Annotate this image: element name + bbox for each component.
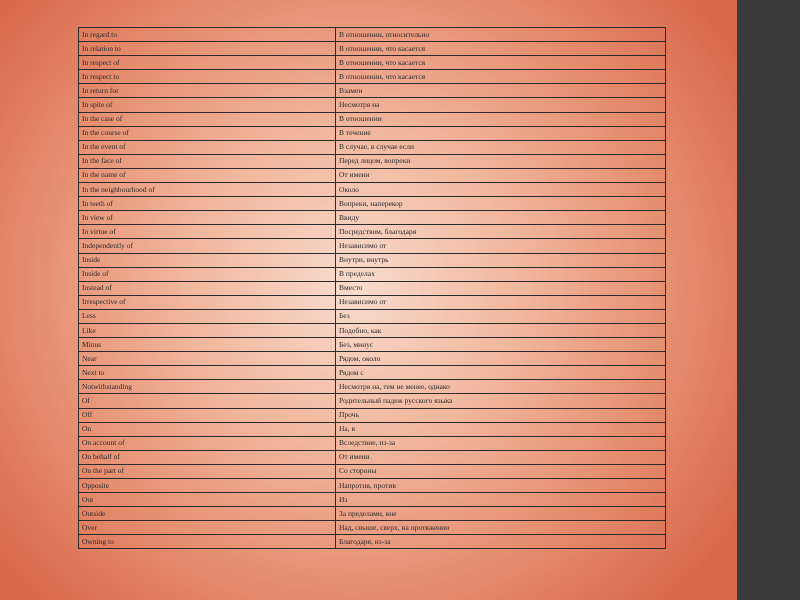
- russian-translation-cell: Несмотря на, тем не менее, однако: [336, 380, 666, 394]
- english-preposition-cell: Outside: [79, 507, 336, 521]
- russian-translation-cell: Напротив, против: [336, 479, 666, 493]
- table-row: [79, 535, 666, 549]
- russian-translation-cell: Без, минус: [336, 338, 666, 352]
- table-row: [79, 239, 666, 253]
- russian-translation-cell: В течение: [336, 126, 666, 140]
- russian-translation-cell: Прочь: [336, 408, 666, 422]
- english-preposition-cell: In regard to: [79, 28, 336, 42]
- russian-translation-cell: Над, свыше, сверх, на протяжении: [336, 521, 666, 535]
- table-row: [79, 197, 666, 211]
- russian-translation-cell: На, в: [336, 422, 666, 436]
- russian-translation-cell: Родительный падеж русского языка: [336, 394, 666, 408]
- russian-translation-cell: Рядом с: [336, 366, 666, 380]
- russian-translation-cell: Независимо от: [336, 239, 666, 253]
- table-row: [79, 366, 666, 380]
- english-preposition-cell: Near: [79, 352, 336, 366]
- table-row: [79, 28, 666, 42]
- english-preposition-cell: Notwithstanding: [79, 380, 336, 394]
- english-preposition-cell: Out: [79, 493, 336, 507]
- table-row: [79, 450, 666, 464]
- russian-translation-cell: В отношении: [336, 112, 666, 126]
- russian-translation-cell: В отношении, что касается: [336, 70, 666, 84]
- table-row: [79, 98, 666, 112]
- english-preposition-cell: In relation to: [79, 42, 336, 56]
- table-row: [79, 408, 666, 422]
- english-preposition-cell: In spite of: [79, 98, 336, 112]
- table-row: [79, 183, 666, 197]
- english-preposition-cell: In the course of: [79, 126, 336, 140]
- english-preposition-cell: Inside: [79, 253, 336, 267]
- english-preposition-cell: In the face of: [79, 154, 336, 168]
- english-preposition-cell: In respect to: [79, 70, 336, 84]
- table-row: [79, 309, 666, 323]
- russian-translation-cell: Перед лицом, вопреки: [336, 154, 666, 168]
- table-body: [79, 28, 666, 549]
- english-preposition-cell: Minus: [79, 338, 336, 352]
- table-row: [79, 422, 666, 436]
- russian-translation-cell: Взамен: [336, 84, 666, 98]
- table-row: [79, 323, 666, 337]
- russian-translation-cell: Подобно, как: [336, 323, 666, 337]
- english-preposition-cell: On behalf of: [79, 450, 336, 464]
- russian-translation-cell: От имени: [336, 450, 666, 464]
- table-row: [79, 112, 666, 126]
- russian-translation-cell: Со стороны: [336, 464, 666, 478]
- english-preposition-cell: On account of: [79, 436, 336, 450]
- table-row: [79, 168, 666, 182]
- english-preposition-cell: Off: [79, 408, 336, 422]
- table-row: [79, 521, 666, 535]
- english-preposition-cell: Next to: [79, 366, 336, 380]
- table-row: [79, 281, 666, 295]
- table-row: [79, 225, 666, 239]
- english-preposition-cell: Less: [79, 309, 336, 323]
- english-preposition-cell: In return for: [79, 84, 336, 98]
- table-row: [79, 42, 666, 56]
- english-preposition-cell: Opposite: [79, 479, 336, 493]
- table-row: [79, 380, 666, 394]
- english-preposition-cell: Of: [79, 394, 336, 408]
- english-preposition-cell: In the event of: [79, 140, 336, 154]
- russian-translation-cell: За пределами, вне: [336, 507, 666, 521]
- english-preposition-cell: Inside of: [79, 267, 336, 281]
- table-row: [79, 394, 666, 408]
- table-row: [79, 126, 666, 140]
- english-preposition-cell: In teeth of: [79, 197, 336, 211]
- table-row: [79, 464, 666, 478]
- english-preposition-cell: On: [79, 422, 336, 436]
- english-preposition-cell: Irrespective of: [79, 295, 336, 309]
- russian-translation-cell: Рядом, около: [336, 352, 666, 366]
- table-row: [79, 70, 666, 84]
- english-preposition-cell: In view of: [79, 211, 336, 225]
- english-preposition-cell: In virtue of: [79, 225, 336, 239]
- table-row: [79, 507, 666, 521]
- table-row: [79, 253, 666, 267]
- russian-translation-cell: Около: [336, 183, 666, 197]
- english-preposition-cell: Instead of: [79, 281, 336, 295]
- english-preposition-cell: On the part of: [79, 464, 336, 478]
- russian-translation-cell: Благодаря, из-за: [336, 535, 666, 549]
- english-preposition-cell: In the case of: [79, 112, 336, 126]
- russian-translation-cell: Вопреки, наперекор: [336, 197, 666, 211]
- prepositions-table: [78, 27, 666, 549]
- table-row: [79, 479, 666, 493]
- english-preposition-cell: Owning to: [79, 535, 336, 549]
- russian-translation-cell: Несмотря на: [336, 98, 666, 112]
- english-preposition-cell: In the neighbourhood of: [79, 183, 336, 197]
- table-row: [79, 295, 666, 309]
- russian-translation-cell: Внутри, внутрь: [336, 253, 666, 267]
- table-row: [79, 211, 666, 225]
- table-row: [79, 436, 666, 450]
- english-preposition-cell: In respect of: [79, 56, 336, 70]
- table-row: [79, 84, 666, 98]
- english-preposition-cell: Independently of: [79, 239, 336, 253]
- table-row: [79, 140, 666, 154]
- russian-translation-cell: От имени: [336, 168, 666, 182]
- russian-translation-cell: В отношении, относительно: [336, 28, 666, 42]
- table-row: [79, 338, 666, 352]
- russian-translation-cell: В случае, в случае если: [336, 140, 666, 154]
- russian-translation-cell: Вследствие, из-за: [336, 436, 666, 450]
- table-row: [79, 493, 666, 507]
- russian-translation-cell: Из: [336, 493, 666, 507]
- table-row: [79, 56, 666, 70]
- russian-translation-cell: Вместо: [336, 281, 666, 295]
- russian-translation-cell: В отношении, что касается: [336, 42, 666, 56]
- side-panel: [737, 0, 800, 600]
- russian-translation-cell: Без: [336, 309, 666, 323]
- table-row: [79, 154, 666, 168]
- russian-translation-cell: Ввиду: [336, 211, 666, 225]
- russian-translation-cell: Независимо от: [336, 295, 666, 309]
- table-row: [79, 267, 666, 281]
- english-preposition-cell: Over: [79, 521, 336, 535]
- russian-translation-cell: Посредством, благодаря: [336, 225, 666, 239]
- table-row: [79, 352, 666, 366]
- english-preposition-cell: Like: [79, 323, 336, 337]
- english-preposition-cell: In the name of: [79, 168, 336, 182]
- russian-translation-cell: В отношении, что касается: [336, 56, 666, 70]
- russian-translation-cell: В пределах: [336, 267, 666, 281]
